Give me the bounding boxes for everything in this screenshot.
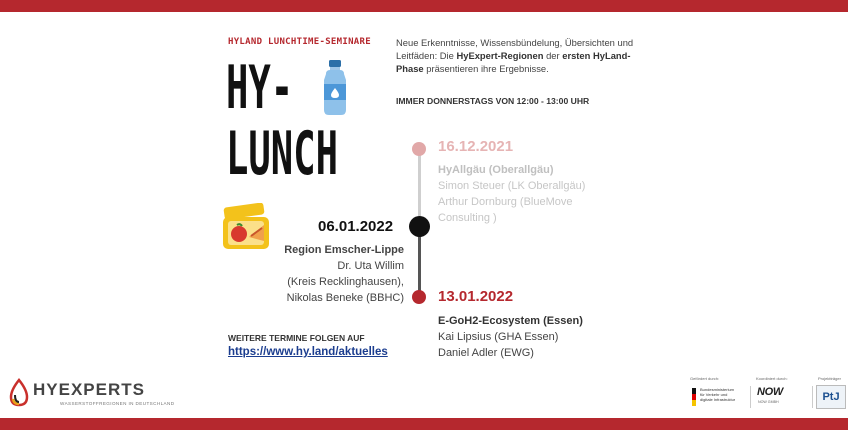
water-bottle-icon [318, 60, 352, 116]
event-details [210, 242, 404, 306]
event-speaker: Consulting ) [438, 212, 497, 224]
event-details [438, 313, 583, 361]
german-flag-icon [692, 388, 696, 406]
intro-text: Neue Erkenntnisse, Wissensbündelung, Übersichten und Leitfäden: Die HyExpert-Regionen der ersten HyLand-Phase präsentieren ihre Ergebnisse. [396, 37, 634, 74]
event-speaker: (Kreis Recklinghausen), [287, 276, 404, 288]
event-details [438, 162, 585, 226]
bottom-accent-bar [0, 418, 848, 430]
event-date: 13.01.2022 [438, 288, 514, 305]
funded-by-label: Gefördert durch: [690, 376, 720, 381]
now-logo: NOW [757, 386, 783, 398]
event-speaker: Dr. Uta Willim [337, 260, 404, 272]
droplet-logo-icon [5, 378, 33, 408]
seminar-label: HYLAND LUNCHTIME-SEMINARE [228, 37, 371, 47]
logo-subtitle: WASSERSTOFFREGIONEN IN DEUTSCHLAND [60, 401, 175, 406]
event-date: 06.01.2022 [318, 218, 394, 235]
divider [750, 386, 751, 408]
managed-by-label: Projektträger [818, 376, 841, 381]
title-line-1: HY- [226, 53, 294, 123]
schedule-text: IMMER DONNERSTAGS VON 12:00 - 13:00 UHR [396, 96, 590, 106]
coordinated-by-label: Koordiniert durch: [756, 376, 788, 381]
timeline-dot-past [412, 142, 426, 156]
event-speaker: Nikolas Beneke (BBHC) [286, 292, 404, 304]
top-accent-bar [0, 0, 848, 12]
event-speaker: Kai Lipsius (GHA Essen) [438, 331, 559, 343]
event-speaker: Simon Steuer (LK Oberallgäu) [438, 180, 586, 192]
logo-name: HYEXPERTS [33, 380, 145, 399]
events-link[interactable]: https://www.hy.land/aktuelles [228, 346, 388, 358]
title-line-2: LUNCH [226, 119, 338, 189]
event-speaker: Daniel Adler (EWG) [438, 347, 534, 359]
event-date: 16.12.2021 [438, 138, 514, 155]
event-region: HyAllgäu (Oberallgäu) [438, 164, 554, 176]
ministry-name: Bundesministerium für Verkehr und digitale Infrastruktur [700, 387, 736, 402]
event-region: Region Emscher-Lippe [284, 244, 404, 256]
divider [812, 386, 813, 408]
more-dates-label: WEITERE TERMINE FOLGEN AUF [228, 333, 365, 343]
ptj-logo: PtJ [816, 385, 846, 409]
hyexperts-logo [5, 376, 175, 412]
event-region: E-GoH2-Ecosystem (Essen) [438, 315, 583, 327]
now-subtitle: NOW GMBH [758, 400, 779, 404]
timeline-line-upper [418, 150, 421, 222]
timeline-dot-next [412, 290, 426, 304]
event-speaker: Arthur Dornburg (BlueMove [438, 196, 573, 208]
timeline-dot-current [409, 216, 430, 237]
sponsor-logos [690, 376, 846, 414]
